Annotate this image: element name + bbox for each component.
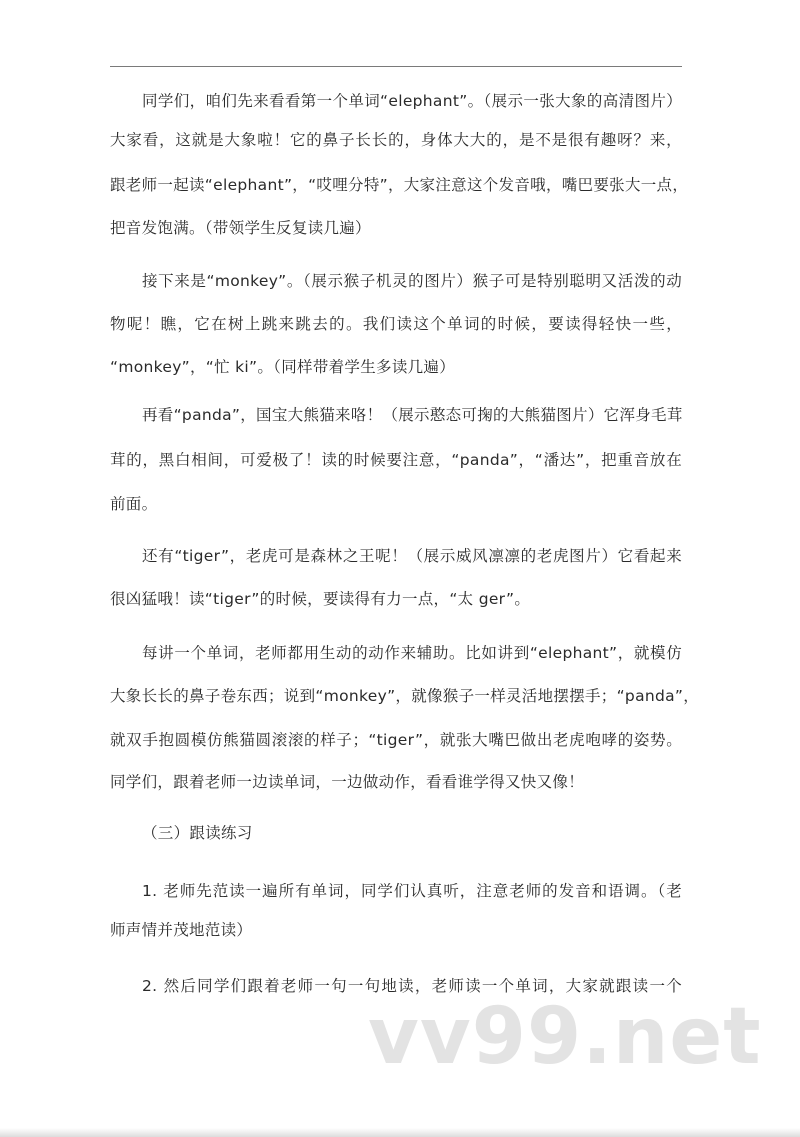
page-bottom-edge: [0, 1128, 800, 1137]
paragraph-1-line-3: 跟老师一起读“elephant”，“哎哩分特”，大家注意这个发音哦，嘴巴要张大一点，: [110, 176, 689, 194]
numbered-item-1-line-2: 师声情并茂地范读）: [110, 921, 253, 939]
paragraph-1-line-1: 同学们，咱们先来看看第一个单词“elephant”。（展示一张大象的高清图片）: [142, 92, 682, 110]
numbered-item-2-line-1: 2. 然后同学们跟着老师一句一句地读，老师读一个单词，大家就跟读一个: [142, 977, 682, 995]
header-rule: [110, 66, 682, 67]
paragraph-3-line-1: 再看“panda”，国宝大熊猫来咯！（展示憨态可掬的大熊猫图片）它浑身毛茸: [142, 406, 683, 424]
paragraph-5-line-3: 就双手抱圆模仿熊猫圆滚滚的样子；“tiger”，就张大嘴巴做出老虎咆哮的姿势。: [110, 731, 682, 749]
paragraph-4-line-1: 还有“tiger”，老虎可是森林之王呢！（展示威风凛凛的老虎图片）它看起来: [142, 547, 682, 565]
numbered-item-1-line-1: 1. 老师先范读一遍所有单词，同学们认真听，注意老师的发音和语调。（老: [142, 882, 682, 900]
paragraph-5-line-4: 同学们，跟着老师一边读单词，一边做动作，看看谁学得又快又像！: [110, 773, 585, 791]
paragraph-1-line-4: 把音发饱满。（带领学生反复读几遍）: [110, 219, 371, 237]
watermark: vv99.net: [368, 992, 762, 1082]
paragraph-2-line-3: “monkey”，“忙 ki”。（同样带着学生多读几遍）: [110, 358, 456, 376]
paragraph-4-line-2: 很凶猛哦！读“tiger”的时候，要读得有力一点，“太 ger”。: [110, 590, 531, 608]
paragraph-5-line-2: 大象长长的鼻子卷东西；说到“monkey”，就像猴子一样灵活地摆摆手；“panda”，: [110, 687, 700, 705]
section-heading: （三）跟读练习: [142, 824, 253, 842]
paragraph-2-line-1: 接下来是“monkey”。（展示猴子机灵的图片）猴子可是特别聪明又活泼的动: [142, 272, 682, 290]
paragraph-3-line-2: 茸的，黑白相间，可爱极了！读的时候要注意，“panda”，“潘达”，把重音放在: [110, 451, 682, 469]
paragraph-2-line-2: 物呢！瞧，它在树上跳来跳去的。我们读这个单词的时候，要读得轻快一些，: [110, 315, 682, 333]
paragraph-1-line-2: 大家看，这就是大象啦！它的鼻子长长的，身体大大的，是不是很有趣呀？来，: [110, 131, 682, 149]
paragraph-3-line-3: 前面。: [110, 495, 158, 513]
paragraph-5-line-1: 每讲一个单词，老师都用生动的动作来辅助。比如讲到“elephant”，就模仿: [142, 644, 682, 662]
